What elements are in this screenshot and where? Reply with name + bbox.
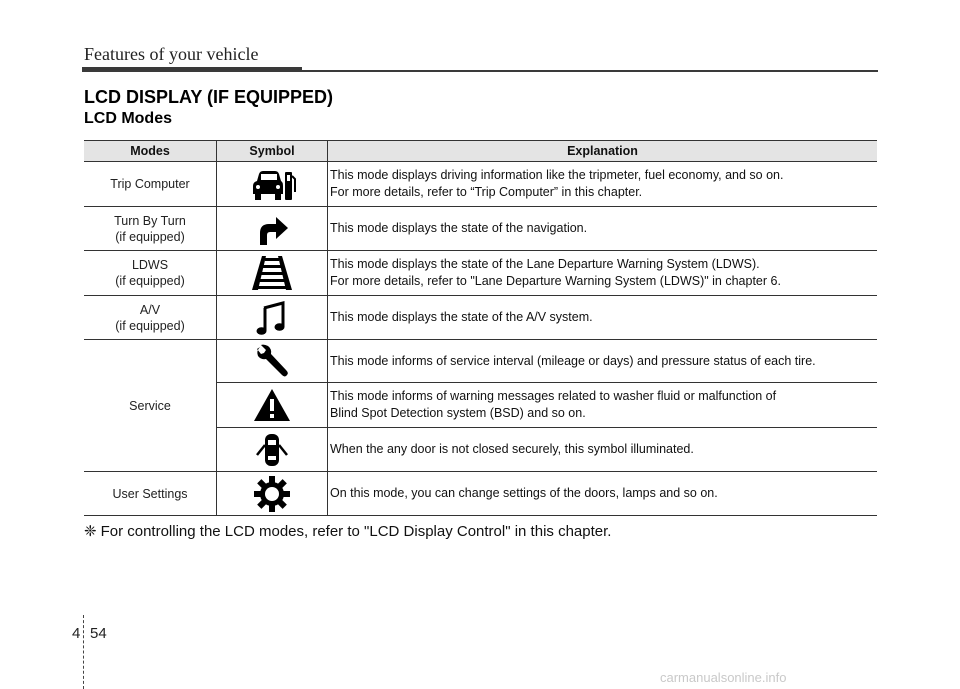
explanation-line: This mode informs of service interval (mileage or days) and pressure status of each tire. bbox=[330, 353, 816, 368]
section-title: LCD DISPLAY (IF EQUIPPED) bbox=[84, 87, 334, 107]
mode-qualifier: (if equipped) bbox=[115, 318, 185, 333]
mode-qualifier: (if equipped) bbox=[115, 229, 185, 244]
explanation-line: This mode displays the state of the A/V system. bbox=[330, 310, 593, 324]
explanation-line: When the any door is not closed securely, this symbol illuminated. bbox=[330, 442, 694, 456]
note bbox=[84, 522, 611, 540]
mode-name: Service bbox=[129, 398, 171, 413]
door-open-icon bbox=[252, 431, 292, 469]
explanation-line: For more details, refer to "Lane Departure Warning System (LDWS)" in chapter 6. bbox=[330, 274, 781, 288]
header-modes: Modes bbox=[84, 141, 217, 162]
symbol-cell bbox=[217, 383, 328, 428]
mode-name: Turn By Turn bbox=[114, 213, 186, 228]
header-rule-thin bbox=[300, 70, 878, 72]
table-row bbox=[84, 251, 877, 296]
gear-icon bbox=[253, 475, 291, 513]
mode-cell bbox=[84, 207, 217, 251]
mode-cell bbox=[84, 162, 217, 207]
mode-cell bbox=[84, 296, 217, 340]
note-marker: ❈ bbox=[84, 523, 97, 540]
symbol-cell bbox=[217, 162, 328, 207]
note-text: For controlling the LCD modes, refer to "LCD Display Control" in this chapter. bbox=[100, 523, 612, 540]
wrench-icon bbox=[254, 343, 290, 379]
explanation-cell bbox=[328, 472, 878, 516]
explanation-cell bbox=[328, 207, 878, 251]
table-row bbox=[84, 162, 877, 207]
symbol-cell bbox=[217, 296, 328, 340]
header-symbol: Symbol bbox=[217, 141, 328, 162]
explanation-line: This mode displays the state of the Lane Departure Warning System (LDWS). bbox=[330, 257, 760, 271]
mode-cell bbox=[84, 472, 217, 516]
music-note-icon bbox=[255, 299, 289, 337]
table-row bbox=[84, 207, 877, 251]
lane-departure-icon bbox=[248, 254, 296, 292]
explanation-line: This mode informs of warning messages related to washer fluid or malfunction of bbox=[330, 389, 777, 403]
mode-name: User Settings bbox=[112, 486, 188, 501]
explanation-cell bbox=[328, 162, 878, 207]
symbol-cell bbox=[217, 472, 328, 516]
mode-name: A/V bbox=[139, 302, 161, 317]
table-header-row bbox=[84, 141, 877, 162]
symbol-cell bbox=[217, 428, 328, 472]
lcd-modes-table bbox=[84, 140, 877, 516]
subsection-title: LCD Modes bbox=[84, 110, 172, 127]
symbol-cell bbox=[217, 207, 328, 251]
turn-arrow-icon bbox=[252, 211, 292, 247]
explanation-line: This mode displays the state of the navigation. bbox=[330, 221, 588, 235]
page-divider bbox=[83, 615, 84, 689]
mode-name: Trip Computer bbox=[110, 177, 190, 191]
page-number: 54 bbox=[90, 625, 107, 642]
explanation-cell bbox=[328, 296, 878, 340]
warning-triangle-icon bbox=[252, 387, 292, 423]
explanation-cell bbox=[328, 383, 878, 428]
explanation-cell bbox=[328, 428, 878, 472]
mode-name: LDWS bbox=[131, 258, 169, 272]
header-title: Features of your vehicle bbox=[84, 44, 259, 64]
symbol-cell bbox=[217, 251, 328, 296]
symbol-cell bbox=[217, 340, 328, 383]
explanation-line: On this mode, you can change settings of the doors, lamps and so on. bbox=[330, 486, 718, 500]
trip-computer-icon bbox=[247, 164, 297, 204]
explanation-line: This mode displays driving information like the tripmeter, fuel economy, and so on. bbox=[330, 168, 784, 182]
table-row bbox=[84, 340, 877, 383]
watermark: carmanualsonline.info bbox=[660, 670, 787, 685]
explanation-line: Blind Spot Detection system (BSD) and so on. bbox=[330, 406, 586, 420]
mode-cell bbox=[84, 340, 217, 472]
explanation-cell bbox=[328, 251, 878, 296]
mode-cell bbox=[84, 251, 217, 296]
table-row bbox=[84, 472, 877, 516]
explanation-cell bbox=[328, 340, 878, 383]
explanation-line: For more details, refer to “Trip Computer” in this chapter. bbox=[330, 185, 643, 199]
chapter-number: 4 bbox=[72, 625, 81, 642]
table-row bbox=[84, 296, 877, 340]
mode-qualifier: (if equipped) bbox=[115, 274, 185, 288]
header-explanation: Explanation bbox=[328, 141, 878, 162]
header-rule-thick bbox=[82, 67, 302, 72]
